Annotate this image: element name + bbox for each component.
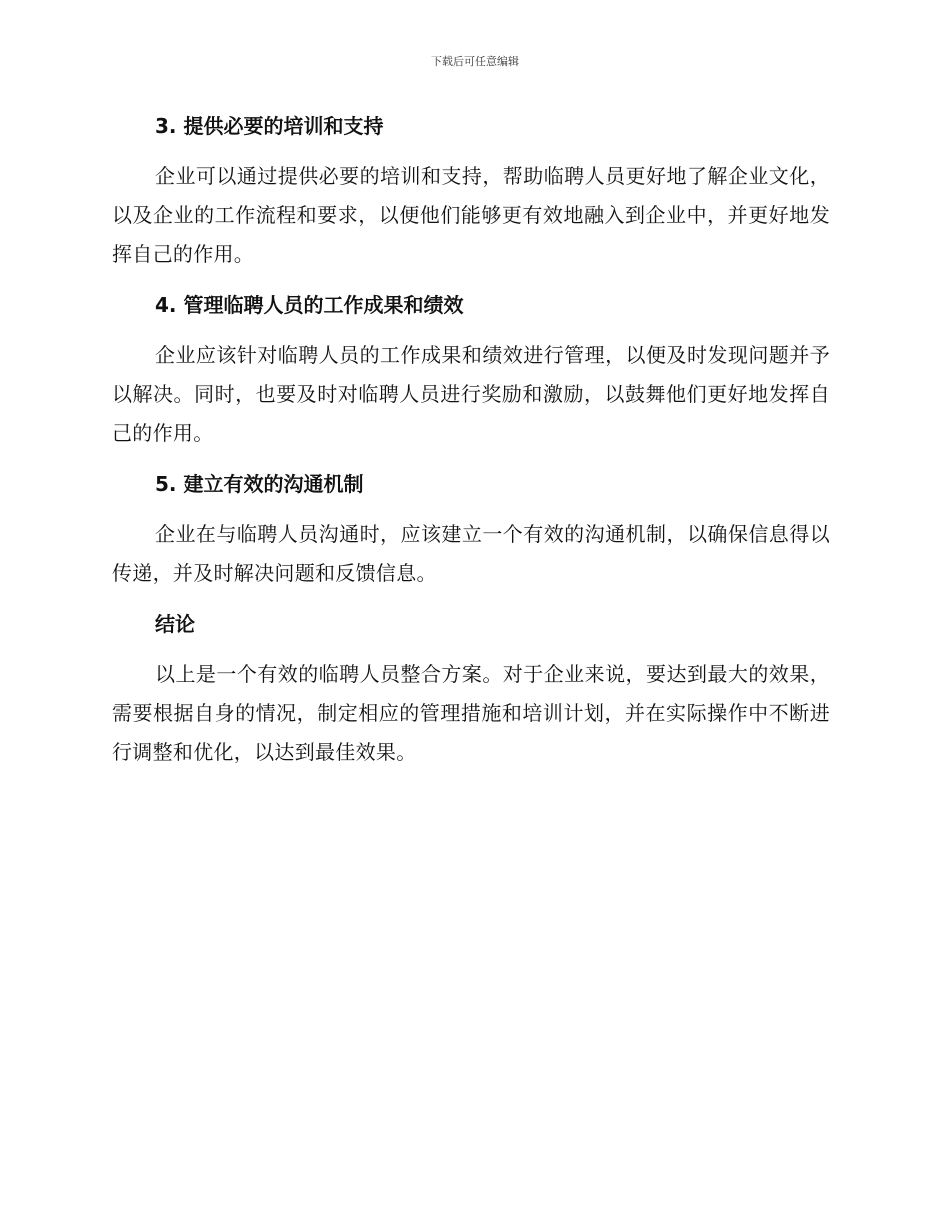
section-conclusion (112, 608, 830, 772)
section-heading: 3. 提供必要的培训和支持 (155, 114, 384, 138)
section-heading: 结论 (155, 612, 195, 636)
section-paragraph: 企业可以通过提供必要的培训和支持，帮助临聘人员更好地了解企业文化，以及企业的工作流程和要求，以便他们能够更有效地融入到企业中，并更好地发挥自己的作用。 (112, 164, 830, 266)
section-communication-mechanism (112, 468, 830, 593)
section-paragraph: 企业应该针对临聘人员的工作成果和绩效进行管理，以便及时发现问题并予以解决。同时，也要及时对临聘人员进行奖励和激励，以鼓舞他们更好地发挥自己的作用。 (112, 343, 830, 445)
section-paragraph: 以上是一个有效的临聘人员整合方案。对于企业来说，要达到最大的效果，需要根据自身的情况，制定相应的管理措施和培训计划，并在实际操作中不断进行调整和优化，以达到最佳效果。 (112, 662, 830, 764)
section-heading: 5. 建立有效的沟通机制 (155, 472, 364, 496)
section-heading: 4. 管理临聘人员的工作成果和绩效 (155, 293, 464, 317)
section-performance-management (112, 289, 830, 453)
section-paragraph: 企业在与临聘人员沟通时，应该建立一个有效的沟通机制，以确保信息得以传递，并及时解决问题和反馈信息。 (112, 522, 830, 585)
header-note: 下载后可任意编辑 (431, 55, 519, 68)
document-content (112, 110, 830, 772)
section-training-support (112, 110, 830, 274)
